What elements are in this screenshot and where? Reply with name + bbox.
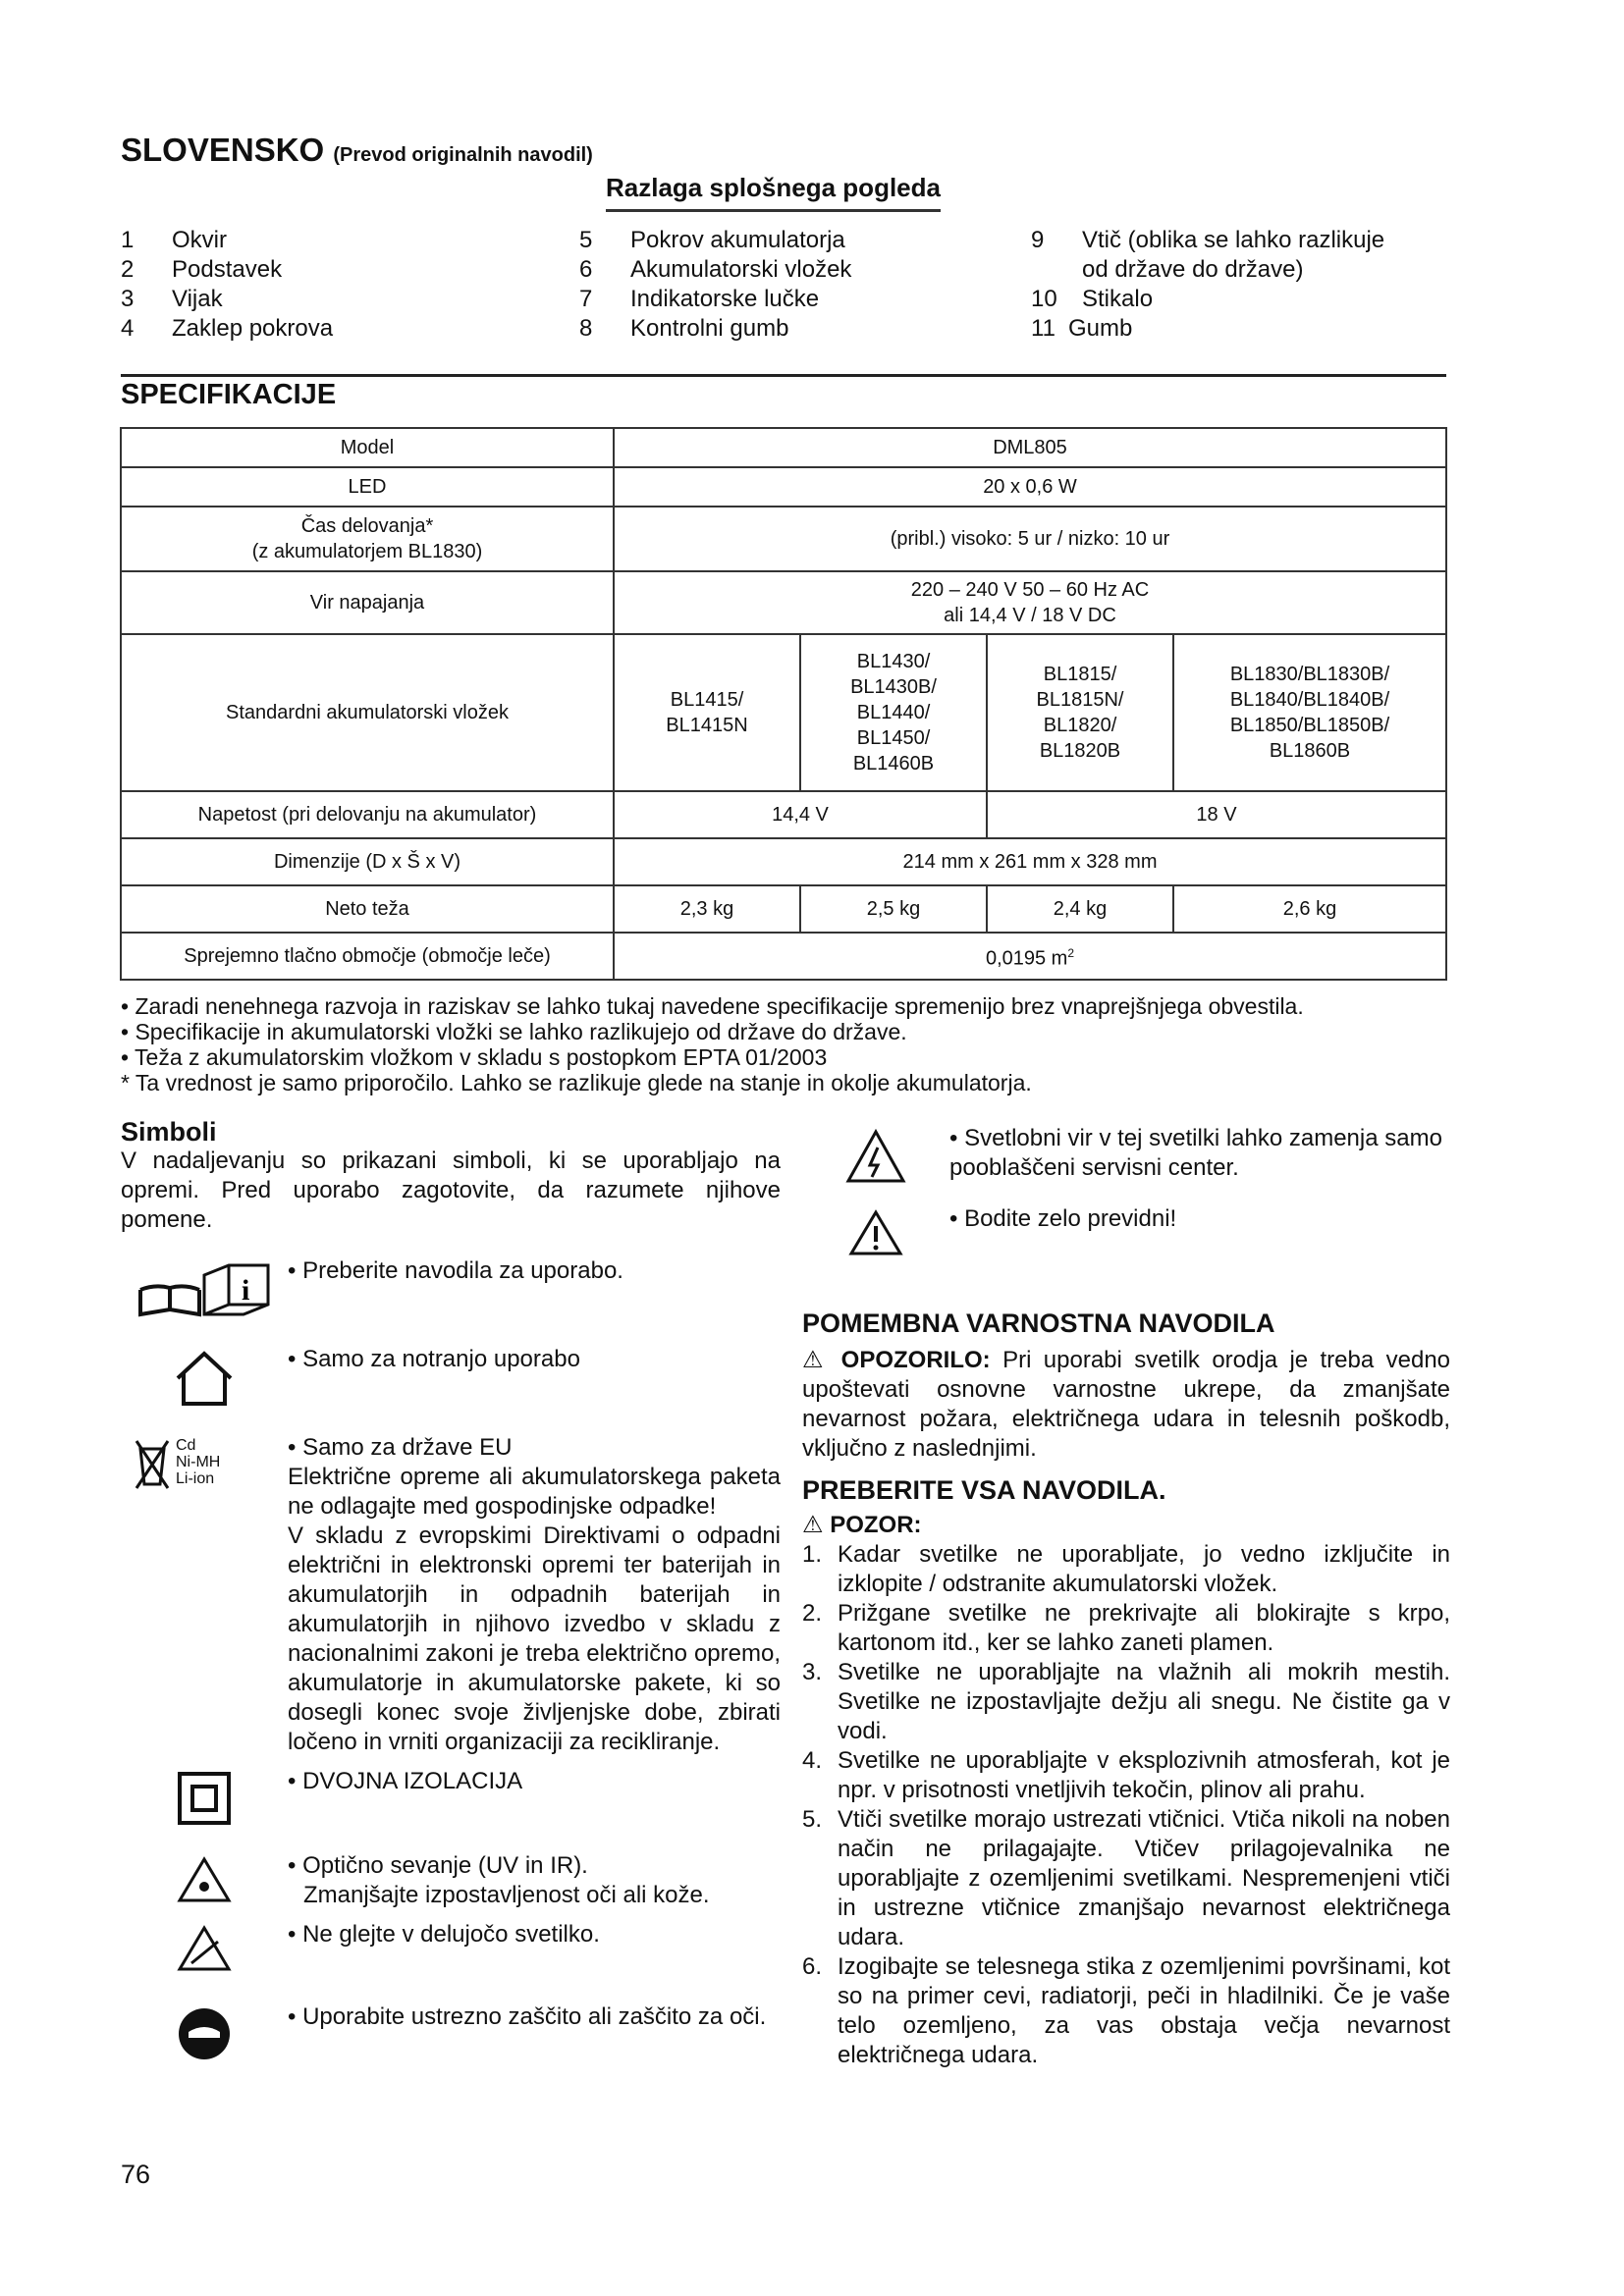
- symbol-row: [121, 1433, 781, 1757]
- part-num: 9: [1031, 227, 1045, 253]
- weee-bin-icon: [121, 1433, 288, 1757]
- symbol-text: • Preberite navodila za uporabo.: [288, 1257, 623, 1284]
- warning-label: OPOZORILO:: [840, 1347, 991, 1373]
- cell: [987, 634, 1173, 791]
- list-text: Izogibajte se telesnega stika z ozemljenimi površinami, kot so na primer cevi, radiatorji, peči in hladilniki. Če je vaše telo ozemljeno, za vas obstaja večja nevarnost električnega udara.: [838, 1953, 1450, 2068]
- symbol-text: Zmanjšajte izpostavljenost oči ali kože.: [303, 1882, 710, 1908]
- part-item: [579, 285, 851, 314]
- part-num: 10: [1031, 286, 1057, 312]
- cell-line: 220 – 240 V 50 – 60 Hz AC: [910, 579, 1150, 601]
- indoor-use-icon: [121, 1345, 288, 1423]
- part-label: Zaklep pokrova: [172, 315, 334, 342]
- part-label: Akumulatorski vložek: [630, 256, 852, 283]
- spec-notes: [121, 993, 1304, 1095]
- specs-title: SPECIFIKACIJE: [121, 379, 337, 410]
- electric-hazard-icon: [802, 1124, 949, 1195]
- part-item: [121, 314, 333, 344]
- parts-col-2: [579, 226, 851, 344]
- symbols-title: Simboli: [121, 1117, 217, 1147]
- cell: (pribl.) visoko: 5 ur / nizko: 10 ur: [614, 507, 1446, 571]
- symbol-row: [802, 1204, 1450, 1267]
- symbol-text: • Uporabite ustrezno zaščito ali zaščito za oči.: [288, 2003, 767, 2030]
- warning-text: Pri uporabi svetilk orodja je treba vedno upoštevati osnovne varnostne ukrepe, da zmanjšate nevarnost požara, električnega udara in telesnih poškodb, vključno z naslednjimi.: [802, 1347, 1451, 1462]
- cell-line: BL1850/BL1850B/: [1229, 715, 1390, 736]
- cell-line: BL1430B/: [850, 676, 937, 698]
- page-title: [121, 132, 593, 169]
- symbol-text: • Ne glejte v delujočo svetilko.: [288, 1921, 600, 1948]
- row-label: Dimenzije (D x Š x V): [121, 838, 614, 885]
- symbol-text: • DVOJNA IZOLACIJA: [288, 1768, 523, 1794]
- language-subtitle: (Prevod originalnih navodil): [333, 144, 593, 166]
- note: • Specifikacije in akumulatorski vložki se lahko razlikujejo od države do države.: [121, 1019, 907, 1044]
- table-row: [121, 507, 1446, 571]
- cell: 14,4 V: [614, 791, 987, 838]
- part-label: Vijak: [172, 286, 223, 312]
- part-num: 7: [579, 286, 593, 312]
- list-num: 4.: [802, 1747, 823, 1774]
- cell: 214 mm x 261 mm x 328 mm: [614, 838, 1446, 885]
- area-unit-sup: 2: [1067, 946, 1075, 961]
- part-label: Pokrov akumulatorja: [630, 227, 845, 253]
- symbol-row: [802, 1124, 1450, 1195]
- cell: DML805: [614, 428, 1446, 467]
- cell-line: BL1830/BL1830B/: [1229, 664, 1390, 685]
- symbol-row: [121, 1851, 781, 1910]
- row-label: Vir napajanja: [121, 571, 614, 634]
- part-num: 5: [579, 227, 593, 253]
- symbol-text: • Samo za države EU: [288, 1434, 513, 1461]
- cell: 2,6 kg: [1173, 885, 1446, 933]
- symbol-row: [121, 1920, 781, 1993]
- row-label: Standardni akumulatorski vložek: [121, 634, 614, 791]
- part-label: Indikatorske lučke: [630, 286, 820, 312]
- note: • Zaradi nenehnega razvoja in raziskav se lahko tukaj navedene specifikacije spremenijo brez vnaprejšnjega obvestila.: [121, 993, 1304, 1019]
- list-num: 5.: [802, 1806, 823, 1833]
- part-label: Vtič (oblika se lahko razlikuje: [1082, 227, 1385, 253]
- cell-line: BL1450/: [856, 727, 931, 749]
- cell-line: BL1820B: [1039, 740, 1121, 762]
- cell-line: BL1415N: [666, 715, 748, 736]
- row-label: Napetost (pri delovanju na akumulator): [121, 791, 614, 838]
- weee-label: Ni-MH: [176, 1454, 221, 1470]
- divider: [121, 374, 1446, 377]
- optical-radiation-icon: [121, 1851, 288, 1910]
- cell-line: BL1430/: [856, 651, 931, 672]
- cell: [614, 571, 1446, 634]
- caution-icon: ⚠: [802, 1512, 824, 1538]
- list-item: [802, 1746, 1450, 1805]
- table-row: [121, 634, 1446, 791]
- specs-table: [120, 427, 1447, 981]
- part-item: [121, 285, 333, 314]
- row-label: Neto teža: [121, 885, 614, 933]
- part-label: Stikalo: [1082, 286, 1154, 312]
- cell-line: BL1840/BL1840B/: [1229, 689, 1390, 711]
- symbol-text: • Optično sevanje (UV in IR).: [288, 1852, 588, 1879]
- caution-icon: [802, 1204, 949, 1267]
- safety-list: [802, 1540, 1450, 2070]
- list-num: 1.: [802, 1541, 823, 1568]
- cell: 2,5 kg: [800, 885, 987, 933]
- parts-col-1: [121, 226, 333, 344]
- part-item: [579, 314, 851, 344]
- part-num: 1: [121, 227, 135, 253]
- label-line: (z akumulatorjem BL1830): [251, 541, 483, 562]
- part-label: Okvir: [172, 227, 227, 253]
- cell-line: BL1820/: [1043, 715, 1117, 736]
- double-insulation-icon: [121, 1767, 288, 1842]
- cell-line: BL1415/: [670, 689, 744, 711]
- row-label: Model: [121, 428, 614, 467]
- cell-line: BL1815N/: [1036, 689, 1124, 711]
- symbol-text: Električne opreme ali akumulatorskega paketa ne odlagajte med gospodinjske odpadke!: [288, 1464, 781, 1520]
- symbols-intro: V nadaljevanju so prikazani simboli, ki se uporabljajo na opremi. Pred uporabo zagotovite, da razumete njihove pomene.: [121, 1148, 781, 1233]
- cell: [1173, 634, 1446, 791]
- table-row: [121, 885, 1446, 933]
- table-row: [121, 571, 1446, 634]
- table-row: [121, 428, 1446, 467]
- symbol-text: • Bodite zelo previdni!: [949, 1205, 1177, 1232]
- list-text: Kadar svetilke ne uporabljate, jo vedno izključite in izklopite / odstranite akumulatorski vložek.: [838, 1541, 1450, 1597]
- list-item: [802, 1805, 1450, 1952]
- cell: 2,3 kg: [614, 885, 800, 933]
- row-label: LED: [121, 467, 614, 507]
- cell-line: BL1860B: [1269, 740, 1351, 762]
- part-item: [1031, 255, 1384, 285]
- part-label: Gumb: [1068, 315, 1133, 342]
- table-row: [121, 467, 1446, 507]
- weee-label: Li-ion: [176, 1470, 215, 1487]
- read-manual-icon: [121, 1256, 288, 1335]
- parts-col-3: [1031, 226, 1384, 344]
- symbol-text: V skladu z evropskimi Direktivami o odpadni električni in elektronski opremi ter baterijah in akumulatorjih in odpadnih baterijah in akumulatorjih in njihovo izvedbo v skladu z nacionalnimi zakoni je treba električno opremo, akumulatorje in akumulatorske pakete, ki so dosegli konec svoje življenjske dobe, zbirati ločeno in vrniti organizaciji za recikliranje.: [288, 1522, 781, 1755]
- list-text: Svetilke ne uporabljajte v eksplozivnih atmosferah, kot je npr. v prisotnosti vnetljivih tekočin, plinov ali prahu.: [838, 1747, 1450, 1803]
- list-item: [802, 1952, 1450, 2070]
- safety-title: POMEMBNA VARNOSTNA NAVODILA: [802, 1308, 1275, 1338]
- part-num: 8: [579, 315, 593, 342]
- part-item: [1031, 285, 1384, 314]
- part-item: [121, 255, 333, 285]
- row-label: [121, 507, 614, 571]
- do-not-stare-icon: [121, 1920, 288, 1993]
- table-row: [121, 838, 1446, 885]
- list-num: 3.: [802, 1659, 823, 1685]
- note: • Teža z akumulatorskim vložkom v skladu s postopkom EPTA 01/2003: [121, 1044, 828, 1070]
- svg-text:i: i: [242, 1274, 250, 1307]
- part-item: [1031, 314, 1384, 344]
- language-title: SLOVENSKO: [121, 132, 325, 168]
- part-label: od države do države): [1082, 256, 1304, 283]
- list-item: [802, 1658, 1450, 1746]
- list-item: [802, 1540, 1450, 1599]
- part-item: [121, 226, 333, 255]
- cell-line: BL1460B: [852, 753, 935, 774]
- symbol-row: [121, 2002, 781, 2061]
- list-num: 2.: [802, 1600, 823, 1627]
- symbol-row: [121, 1256, 781, 1335]
- eye-protection-icon: [121, 2002, 288, 2061]
- read-all-heading: PREBERITE VSA NAVODILA.: [802, 1475, 1166, 1505]
- part-label: Podstavek: [172, 256, 283, 283]
- cell-line: ali 14,4 V / 18 V DC: [944, 605, 1116, 626]
- list-num: 6.: [802, 1953, 823, 1980]
- cell: [614, 634, 800, 791]
- part-num: 11: [1031, 315, 1056, 342]
- cell: 18 V: [987, 791, 1446, 838]
- list-text: Svetilke ne uporabljajte na vlažnih ali mokrih mestih. Svetilke ne izpostavljajte dežju ali snegu. Ne čistite ga v vodi.: [838, 1659, 1450, 1744]
- warning-icon: ⚠: [802, 1347, 830, 1373]
- page-number: 76: [121, 2160, 151, 2189]
- list-item: [802, 1599, 1450, 1658]
- list-text: Prižgane svetilke ne prekrivajte ali blokirajte s krpo, kartonom itd., ker se lahko zaneti plamen.: [838, 1600, 1450, 1656]
- part-item: [579, 226, 851, 255]
- row-label: Sprejemno tlačno območje (območje leče): [121, 933, 614, 980]
- note: * Ta vrednost je samo priporočilo. Lahko se razlikuje glede na stanje in okolje akumulatorja.: [121, 1070, 1032, 1095]
- weee-label: Cd: [176, 1437, 196, 1454]
- part-num: 6: [579, 256, 593, 283]
- cell: 2,4 kg: [987, 885, 1173, 933]
- symbol-row: [121, 1345, 781, 1423]
- symbols-section: [121, 1117, 781, 2071]
- symbol-row: [121, 1767, 781, 1842]
- part-label: Kontrolni gumb: [630, 315, 789, 342]
- table-row: [121, 791, 1446, 838]
- cell: 20 x 0,6 W: [614, 467, 1446, 507]
- table-row: [121, 933, 1446, 980]
- part-num: 3: [121, 286, 135, 312]
- symbol-text: • Svetlobni vir v tej svetilki lahko zamenja samo pooblaščeni servisni center.: [949, 1125, 1442, 1181]
- overview-title: Razlaga splošnega pogleda: [606, 173, 941, 212]
- right-column: [802, 1124, 1450, 2070]
- symbol-text: • Samo za notranjo uporabo: [288, 1346, 580, 1372]
- cell: [800, 634, 987, 791]
- list-text: Vtiči svetilke morajo ustrezati vtičnici. Vtiča nikoli na noben način ne prilagajajte. Vtičev prilagojevalnika ne uporabljajte z ozemljenimi svetilkami. Nespremenjeni vtiči in ustrezne vtičnice zmanjšajo nevarnost električnega udara.: [838, 1806, 1450, 1950]
- part-item: [1031, 226, 1384, 255]
- cell-line: BL1440/: [856, 702, 931, 723]
- caution-label: POZOR:: [830, 1512, 922, 1538]
- part-num: 4: [121, 315, 135, 342]
- label-line: Čas delovanja*: [300, 515, 434, 537]
- part-num: 2: [121, 256, 135, 283]
- cell-line: BL1815/: [1043, 664, 1117, 685]
- cell: [614, 933, 1446, 980]
- part-item: [579, 255, 851, 285]
- area-value: 0,0195 m: [985, 947, 1068, 970]
